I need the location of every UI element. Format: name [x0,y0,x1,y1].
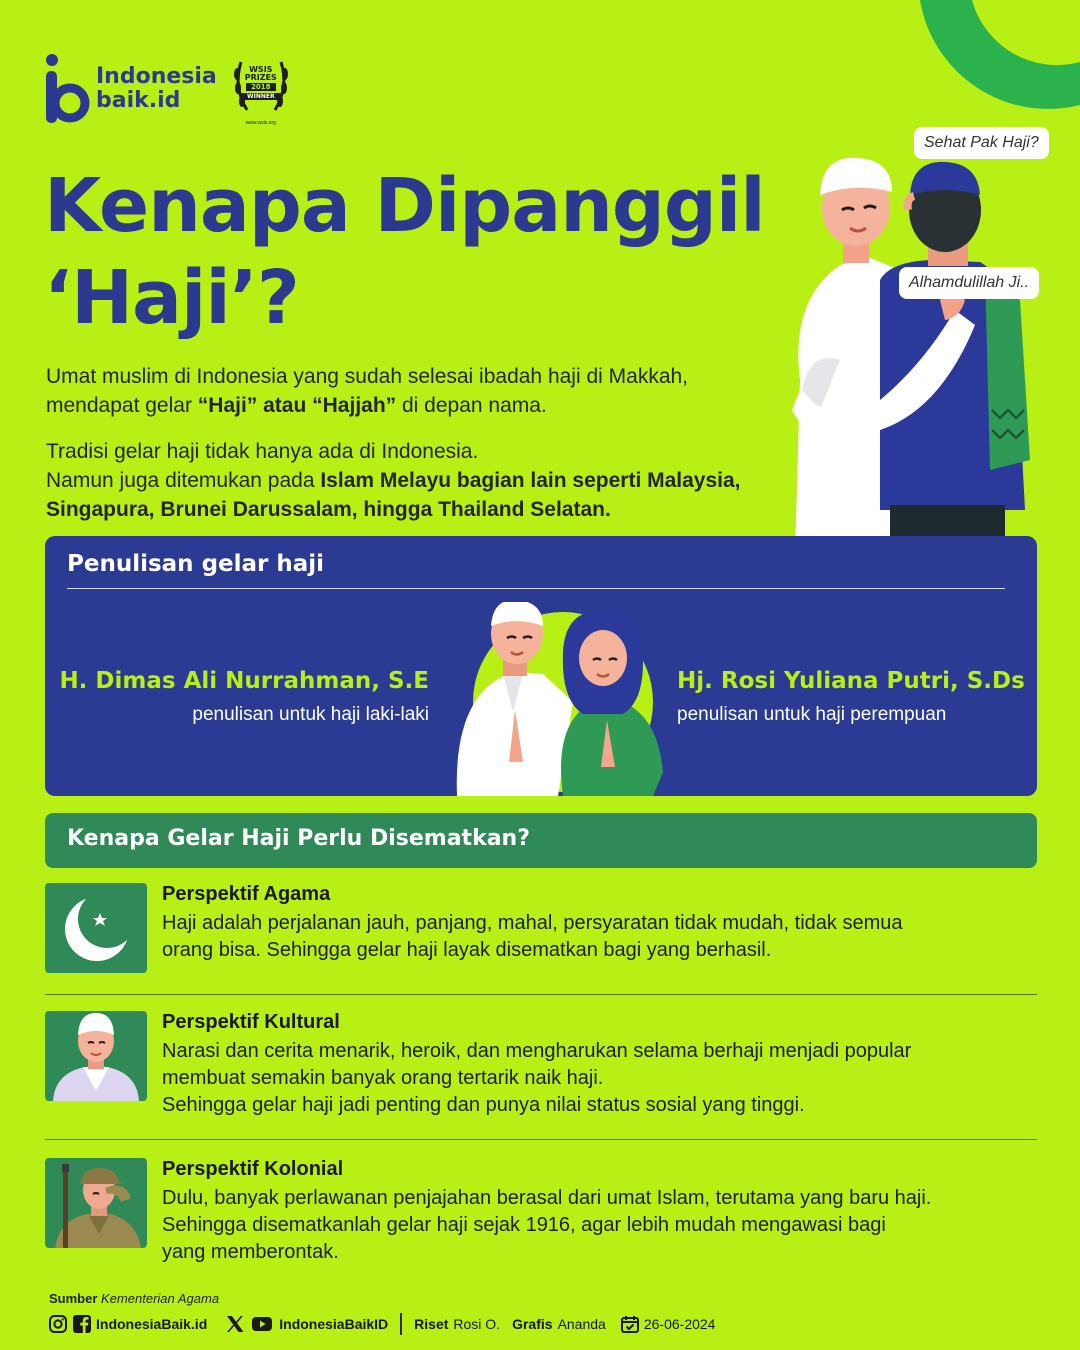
colonial-soldier-icon [45,1158,147,1248]
publish-date: 26-06-2024 [643,1316,716,1332]
perspective-2-line-2: membuat semakin banyak orang tertarik naik haji. [162,1067,604,1089]
intro-paragraph-2 [46,437,806,524]
facebook-icon[interactable] [72,1314,92,1334]
intro-p2-line1: Tradisi gelar haji tidak hanya ada di Indonesia. [46,440,479,463]
hajji-man-icon [45,1011,147,1101]
award-year: 2018 [246,83,276,91]
intro-p1-end: di depan nama. [396,394,547,417]
hajj-couple-illustration [453,602,663,796]
youtube-icon[interactable] [249,1314,275,1334]
reasons-title: Kenapa Gelar Haji Perlu Disematkan? [67,826,530,851]
intro-paragraph-1 [46,362,806,420]
intro-p2-line2: Namun juga ditemukan pada [46,469,321,492]
intro-p1-line2: mendapat gelar [46,394,198,417]
perspective-1-title: Perspektif Agama [162,883,331,905]
source-value: Kementerian Agama [101,1291,220,1306]
calendar-check-icon [620,1314,640,1334]
female-name: Hj. Rosi Yuliana Putri, S.Ds [677,668,1025,694]
footer-bar [48,1313,715,1335]
male-title-example [59,668,429,726]
perspective-3-title: Perspektif Kolonial [162,1158,344,1180]
graphic-value: Ananda [557,1316,606,1332]
x-twitter-icon[interactable] [225,1314,245,1334]
award-url: www.wsis.org [245,120,276,126]
page-title [44,160,765,344]
research-label: Riset [414,1316,449,1332]
wsis-award-badge [231,52,291,126]
reasons-header [45,813,1037,868]
logo-wordmark [96,65,217,113]
male-name: H. Dimas Ali Nurrahman, S.E [59,668,429,694]
indonesiabaik-logo-icon [44,53,90,125]
intro-p2-bold2: Singapura, Brunei Darussalam, hingga Thailand Selatan. [46,498,611,521]
perspective-2-line-3: Sehingga gelar haji jadi penting dan punya nilai status sosial yang tinggi. [162,1094,805,1116]
perspective-3-line-2: Sehingga disematkanlah gelar haji sejak 1916, agar lebih mudah mengawasi bagi [162,1214,886,1236]
perspective-1-body [162,910,1032,964]
intro-text [46,362,806,541]
award-status: WINNER [241,93,281,100]
perspective-3-body [162,1185,1032,1266]
intro-p1-bold: “Haji” atau “Hajjah” [197,394,397,417]
female-desc: penulisan untuk haji perempuan [677,704,947,725]
perspective-3-line-3: yang memberontak. [162,1241,339,1263]
divider-1 [45,994,1037,995]
hugging-men-illustration [780,150,1040,590]
speech-bubble-answer: Alhamdulillah Ji.. [899,267,1039,299]
female-title-example [677,668,1025,726]
speech-bubble-question: Sehat Pak Haji? [914,127,1049,159]
corner-arc-decoration [920,0,1080,110]
crescent-star-icon [45,883,147,973]
research-value: Rosi O. [453,1316,501,1332]
handle-indonesiabaik-id[interactable]: IndonesiaBaik.id [96,1316,208,1332]
divider-2 [45,1139,1037,1140]
perspective-1-line-1: Haji adalah perjalanan jauh, panjang, mahal, persyaratan tidak mudah, tidak semua [162,912,903,934]
handle-indonesiabaikid[interactable]: IndonesiaBaikID [279,1316,389,1332]
award-line-1: WSIS [249,65,273,74]
title-line-2: ‘Haji’? [44,255,299,341]
award-line-2: PRIZES [244,73,277,82]
perspective-3-line-1: Dulu, banyak perlawanan penjajahan berasal dari umat Islam, terutama yang baru haji. [162,1187,932,1209]
intro-p2-bold1: Islam Melayu bagian lain seperti Malaysia, [320,469,741,492]
footer-separator [400,1313,402,1335]
source-credit [49,1291,219,1306]
perspective-2-body [162,1038,1032,1119]
brand-logo [44,52,291,126]
graphic-label: Grafis [512,1316,553,1332]
logo-line-2: baik.id [96,88,181,113]
writing-panel-divider [67,588,1005,589]
logo-line-1: Indonesia [96,64,217,89]
perspective-1-line-2: orang bisa. Sehingga gelar haji layak disematkan bagi yang berhasil. [162,939,772,961]
source-label: Sumber [49,1291,98,1306]
male-desc: penulisan untuk haji laki-laki [192,704,429,725]
perspective-2-line-1: Narasi dan cerita menarik, heroik, dan mengharukan selama berhaji menjadi popular [162,1040,912,1062]
title-line-1: Kenapa Dipanggil [44,163,765,249]
writing-panel [45,536,1037,796]
perspective-2-title: Perspektif Kultural [162,1011,340,1033]
instagram-icon[interactable] [48,1314,68,1334]
writing-panel-title: Penulisan gelar haji [67,551,325,577]
intro-p1-line1: Umat muslim di Indonesia yang sudah selesai ibadah haji di Makkah, [46,365,689,388]
